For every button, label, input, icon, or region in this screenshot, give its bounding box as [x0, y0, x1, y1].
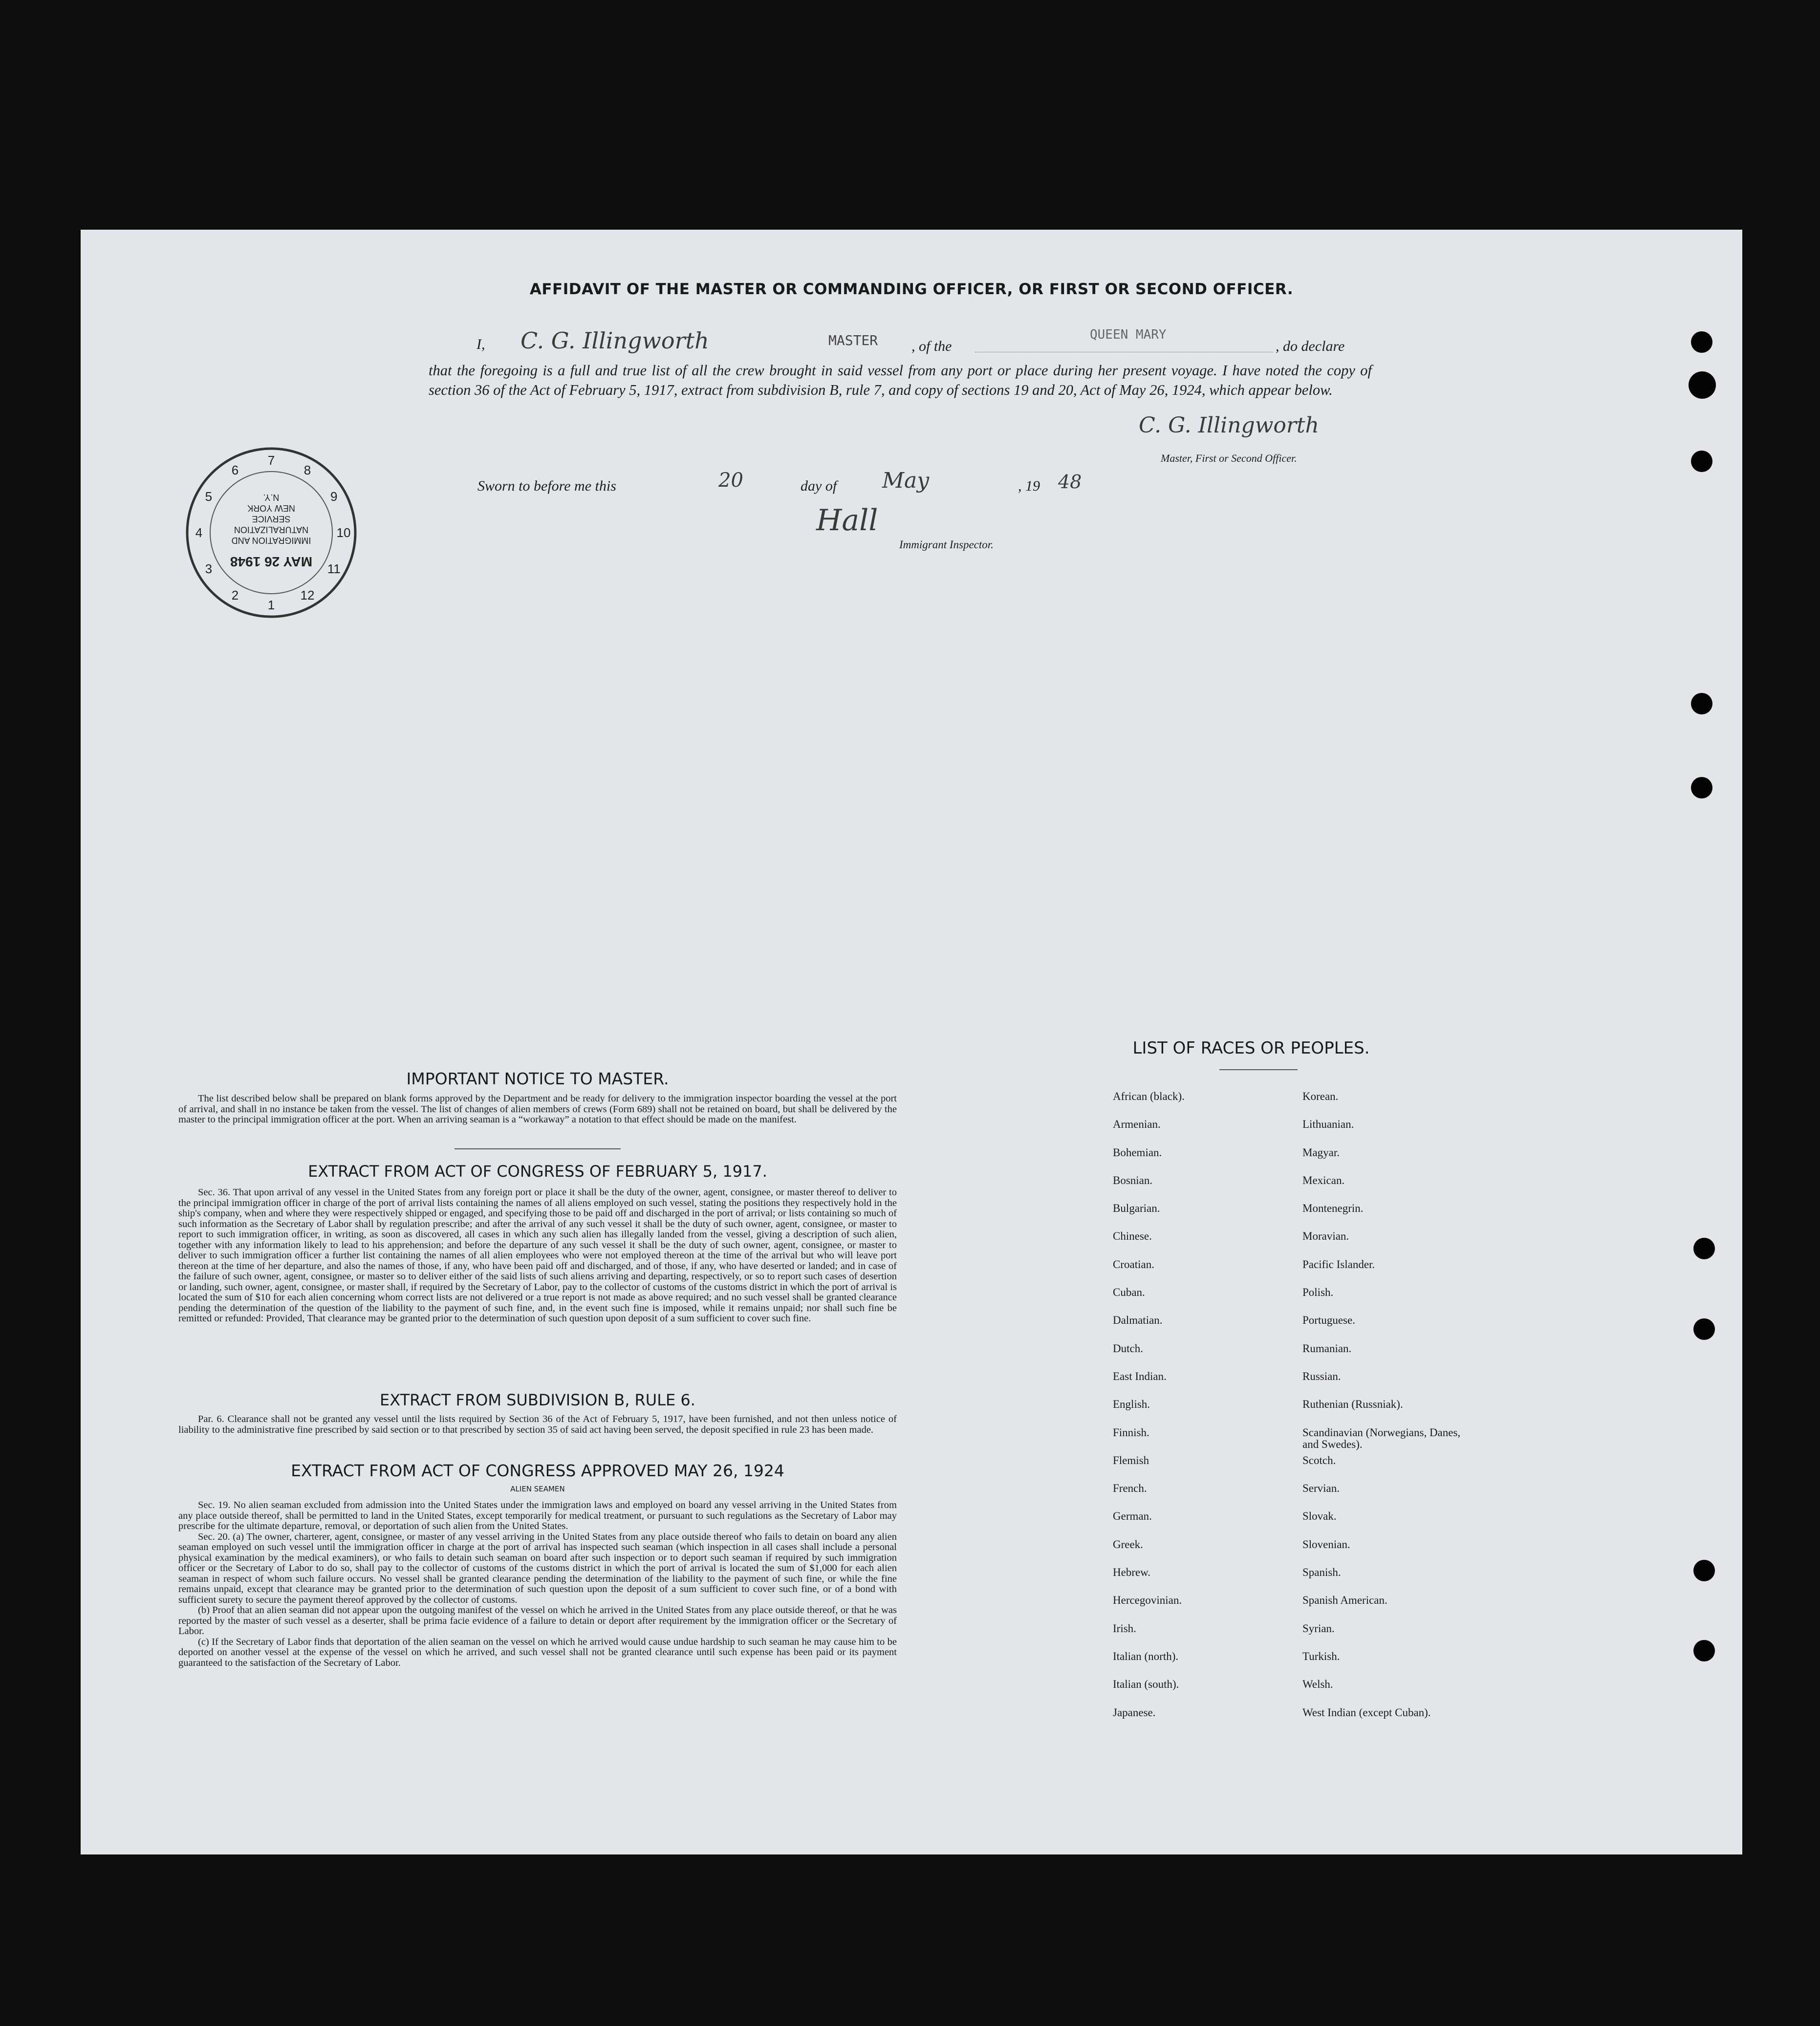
- extract-1917-title: EXTRACT FROM ACT OF CONGRESS OF FEBRUARY 5, 1917.: [308, 1162, 767, 1181]
- race-item: Irish.: [1113, 1622, 1136, 1635]
- race-item: Polish.: [1302, 1286, 1334, 1299]
- race-item: Bohemian.: [1113, 1146, 1162, 1159]
- stamp-ring-number: 2: [231, 588, 239, 603]
- race-item: Cuban.: [1113, 1286, 1145, 1299]
- race-item: Pacific Islander.: [1302, 1258, 1375, 1271]
- do-declare-text: , do declare: [1276, 338, 1345, 354]
- race-item: Dalmatian.: [1113, 1314, 1163, 1327]
- of-the-text: , of the: [911, 338, 952, 354]
- sec-19-paragraph: Sec. 19. No alien seaman excluded from admission into the United States under the immigration laws and employed on board any vessel arriving in the United States from any place outside thereof, shall be permitted to land in the United States, except temporarily for medical treatment, or pursuant to such regulations as the Secretary of Labor may prescribe for the ultimate departure, removal, or deportation of such alien from the United States.: [178, 1500, 897, 1531]
- stamp-ring-number: 10: [336, 525, 351, 540]
- race-item: Lithuanian.: [1302, 1118, 1354, 1131]
- race-item: Montenegrin.: [1302, 1202, 1364, 1215]
- day-of-text: day of: [801, 478, 837, 494]
- stamp-ring-number: 7: [267, 453, 275, 468]
- notice-body: [178, 1094, 897, 1125]
- races-list: [1113, 1091, 1626, 1741]
- race-item: Hebrew.: [1113, 1566, 1151, 1579]
- race-item: Italian (south).: [1113, 1678, 1179, 1691]
- declaration-text: that the foregoing is a full and true list of all the crew brought in said vessel from any port or place during her present voyage. I have noted the copy of section 36 of the Act of February 5, 1917, extract from subdivision B, rule 7, and copy of sections 19 and 20, Act of May 26, 1924, which appear below.: [429, 362, 1372, 398]
- alien-seamen-subtitle: ALIEN SEAMEN: [510, 1485, 565, 1493]
- race-item: Japanese.: [1113, 1706, 1156, 1719]
- sec-20a-paragraph: Sec. 20. (a) The owner, charterer, agent, consignee, or master of any vessel arriving in the United States from any place outside thereof who fails to detain on board any alien seaman employed on such vessel until the immigration officer in charge at the port of arrival has inspected such seaman (which inspection in all cases shall include a personal physical examination by the medical examiners), or who fails to detain such seaman on board after such inspection or to deport such seaman if required by such immigration officer or the Secretary of Labor to do so, shall pay to the collector of customs of the customs district in which the port of arrival is located the sum of $1,000 for each alien seaman in respect of whom such failure occurs. No vessel shall be granted clearance pending the determination of the liability to the payment of such fine, or while the fine remains unpaid, except that clearance may be granted prior to the determination of such question upon the deposit of a sum sufficient to cover such fine, or of a bond with sufficient surety to secure the payment thereof approved by the collector of customs.: [178, 1531, 897, 1605]
- extract-1924-title: EXTRACT FROM ACT OF CONGRESS APPROVED MAY 26, 1924: [291, 1461, 784, 1480]
- race-item: Mexican.: [1302, 1174, 1345, 1186]
- extract-1924-body: [178, 1500, 897, 1668]
- punch-hole-6: [1693, 1238, 1715, 1259]
- punch-hole-9: [1693, 1640, 1715, 1661]
- punch-hole-3: [1691, 451, 1712, 472]
- affidavit-title: AFFIDAVIT OF THE MASTER OR COMMANDING OFFICER, OR FIRST OR SECOND OFFICER.: [529, 280, 1294, 298]
- race-item: Slovenian.: [1302, 1538, 1350, 1551]
- race-item: Croatian.: [1113, 1258, 1154, 1271]
- race-item: Spanish.: [1302, 1566, 1341, 1579]
- race-item: Magyar.: [1302, 1146, 1340, 1159]
- races-right-column: [1302, 1091, 1478, 1735]
- races-title: LIST OF RACES OR PEOPLES.: [1132, 1038, 1370, 1058]
- stamp-line-4: NEW YORK: [247, 503, 295, 513]
- race-item: Portuguese.: [1302, 1314, 1355, 1327]
- race-item: Bulgarian.: [1113, 1202, 1160, 1215]
- race-item: Armenian.: [1113, 1118, 1161, 1131]
- race-item: Finnish.: [1113, 1426, 1149, 1439]
- race-item: African (black).: [1113, 1090, 1185, 1102]
- officer-signature: C. G. Illingworth: [1139, 413, 1319, 438]
- race-item: Moravian.: [1302, 1230, 1349, 1243]
- vessel-name: QUEEN MARY: [1090, 327, 1167, 342]
- punch-hole-7: [1693, 1318, 1715, 1340]
- race-item: East Indian.: [1113, 1370, 1167, 1382]
- race-item: West Indian (except Cuban).: [1302, 1706, 1431, 1719]
- races-left-column: [1113, 1091, 1299, 1735]
- race-item: Scandinavian (Norwegians, Danes, and Swedes).: [1302, 1426, 1461, 1450]
- sec-20b-paragraph: (b) Proof that an alien seaman did not appear upon the outgoing manifest of the vessel on which he arrived in the United States from any place outside thereof, or that he was reported by the master of such vessel as a deserter, shall be prima facie evidence of a failure to detain or deport after requirement by the immigration officer or the Secretary of Labor.: [178, 1605, 897, 1637]
- punch-hole-8: [1693, 1560, 1715, 1581]
- stamp-ring-number: 1: [267, 598, 275, 612]
- sworn-month: May: [882, 468, 930, 493]
- race-item: Ruthenian (Russniak).: [1302, 1398, 1403, 1411]
- stamp-line-3: SERVICE: [252, 514, 291, 524]
- race-item: Scotch.: [1302, 1454, 1336, 1466]
- race-item: Servian.: [1302, 1482, 1340, 1495]
- year-prefix: , 19: [1018, 478, 1040, 494]
- sworn-year: 48: [1058, 471, 1082, 493]
- race-item: Slovak.: [1302, 1510, 1337, 1523]
- stamp-date: MAY 26 1948: [230, 554, 313, 569]
- stamp-ring-number: 6: [231, 462, 239, 477]
- race-item: Greek.: [1113, 1538, 1143, 1551]
- signature-caption: Master, First or Second Officer.: [1161, 452, 1297, 464]
- stamp-line-2: NATURALIZATION: [234, 525, 309, 535]
- race-item: German.: [1113, 1510, 1152, 1523]
- race-item: Chinese.: [1113, 1230, 1152, 1243]
- race-item: Italian (north).: [1113, 1650, 1179, 1662]
- sec-36-paragraph: Sec. 36. That upon arrival of any vessel in the United States from any foreign port or place it shall be the duty of the owner, agent, consignee, or master thereof to deliver to the principal immigration officer in charge of the port of arrival lists containing the names of all aliens employed on such vessel, stating the positions they respectively hold in the ship's company, when and where they were respectively shipped or engaged, and specifying those to be paid off and discharged in the port of arrival; or lists containing so much of such information as the Secretary of Labor shall by regulation prescribe; and after the arrival of any such vessel it shall be the duty of such owner, agent, consignee, or master to report to such immigration officer, in writing, as soon as discovered, all cases in which any such alien has illegally landed from the vessel, giving a description of such alien, together with any information likely to lead to his apprehension; and before the departure of any such vessel it shall be the duty of such owner, agent, consignee, or master to deliver to such immigration officer a further list containing the names of all alien employees who were not employed thereon at the time of the arrival but who will leave port thereon at the time of her departure, and also the names of those, if any, who have been paid off and discharged, and of those, if any, who have deserted or landed; and in case of the failure of such owner, agent, consignee, or master so to deliver either of the said lists of such aliens arriving and departing, respectively, or so to report such cases of desertion or landing, such owner, agent, consignee, or master shall, if required by the Secretary of Labor, pay to the collector of customs of the customs district in which the port of arrival is located the sum of $10 for each alien concerning whom correct lists are not delivered or a true report is not made as above required; and no such vessel shall be granted clearance pending the determination of the question of the liability to the payment of such fine, and, in the event such fine is imposed, while it remains unpaid; nor shall such fine be remitted or refunded: Provided, That clearance may be granted prior to the determination of such question upon deposit of a sum sufficient to cover such fine.: [178, 1187, 897, 1324]
- par-6-paragraph: Par. 6. Clearance shall not be granted any vessel until the lists required by Section 36 of the Act of February 5, 1917, have been furnished, and not then unless notice of liability to the administrative fine prescribed by said section or to that prescribed by section 35 of said act having been served, the deposit specified in rule 23 has been made.: [178, 1414, 897, 1435]
- race-item: French.: [1113, 1482, 1147, 1495]
- immigration-date-stamp: [183, 445, 359, 621]
- race-item: Spanish American.: [1302, 1594, 1387, 1607]
- race-item: Rumanian.: [1302, 1342, 1352, 1355]
- sec-20c-paragraph: (c) If the Secretary of Labor finds that deportation of the alien seaman on the vessel on which he arrived would cause undue hardship to such seaman he may cause him to be deported on another vessel at the expense of the vessel on which he arrived, and such vessel shall not be granted clearance until such expense has been paid or its payment guaranteed to the satisfaction of the Secretary of Labor.: [178, 1636, 897, 1668]
- sworn-day: 20: [718, 469, 743, 492]
- race-item: Dutch.: [1113, 1342, 1143, 1355]
- stamp-ring-number: 3: [205, 561, 213, 576]
- inspector-signature: Hall: [816, 503, 878, 538]
- inspector-caption: Immigrant Inspector.: [899, 539, 994, 551]
- race-item: Welsh.: [1302, 1678, 1333, 1691]
- punch-hole-4: [1691, 693, 1712, 714]
- stamp-line-1: IMMIGRATION AND: [231, 536, 311, 545]
- officer-rank: MASTER: [828, 332, 878, 348]
- race-item: Korean.: [1302, 1090, 1339, 1102]
- punch-hole-5: [1691, 777, 1712, 798]
- race-item: Bosnian.: [1113, 1174, 1153, 1186]
- extract-1917-body: [178, 1187, 897, 1324]
- stamp-ring-number: 11: [327, 561, 341, 576]
- race-item: Syrian.: [1302, 1622, 1335, 1635]
- stamp-ring-number: 12: [300, 588, 315, 603]
- manifest-page: [81, 230, 1742, 1854]
- extract-rule-body: [178, 1414, 897, 1435]
- affidavit-i: I,: [477, 336, 485, 352]
- extract-rule-title: EXTRACT FROM SUBDIVISION B, RULE 6.: [380, 1391, 695, 1409]
- race-item: Turkish.: [1302, 1650, 1340, 1662]
- stamp-ring-number: 8: [303, 462, 311, 477]
- sworn-text: Sworn to before me this: [477, 478, 616, 494]
- race-item: Flemish: [1113, 1454, 1149, 1466]
- notice-rule: [455, 1148, 621, 1149]
- race-item: Russian.: [1302, 1370, 1341, 1382]
- race-item: English.: [1113, 1398, 1150, 1411]
- punch-hole-2: [1689, 371, 1716, 399]
- punch-hole-1: [1691, 331, 1712, 353]
- notice-paragraph: The list described below shall be prepared on blank forms approved by the Department and be ready for delivery to the immigration inspector boarding the vessel at the port of arrival, and shall in no instance be taken from the vessel. The list of changes of alien members of crews (Form 689) shall not be retained on board, but shall be delivered by the master to the principal immigration officer at the port. When an arriving seaman is a “workaway” a notation to that effect should be made on the manifest.: [178, 1093, 897, 1125]
- races-rule: [1219, 1069, 1298, 1070]
- stamp-ring-number: 5: [205, 489, 213, 504]
- stamp-line-5: N.Y.: [263, 493, 280, 502]
- officer-name: C. G. Illingworth: [520, 327, 709, 354]
- notice-title: IMPORTANT NOTICE TO MASTER.: [406, 1069, 669, 1088]
- stamp-ring-number: 4: [195, 525, 203, 540]
- stamp-ring-number: 9: [330, 489, 338, 504]
- race-item: Hercegovinian.: [1113, 1594, 1182, 1607]
